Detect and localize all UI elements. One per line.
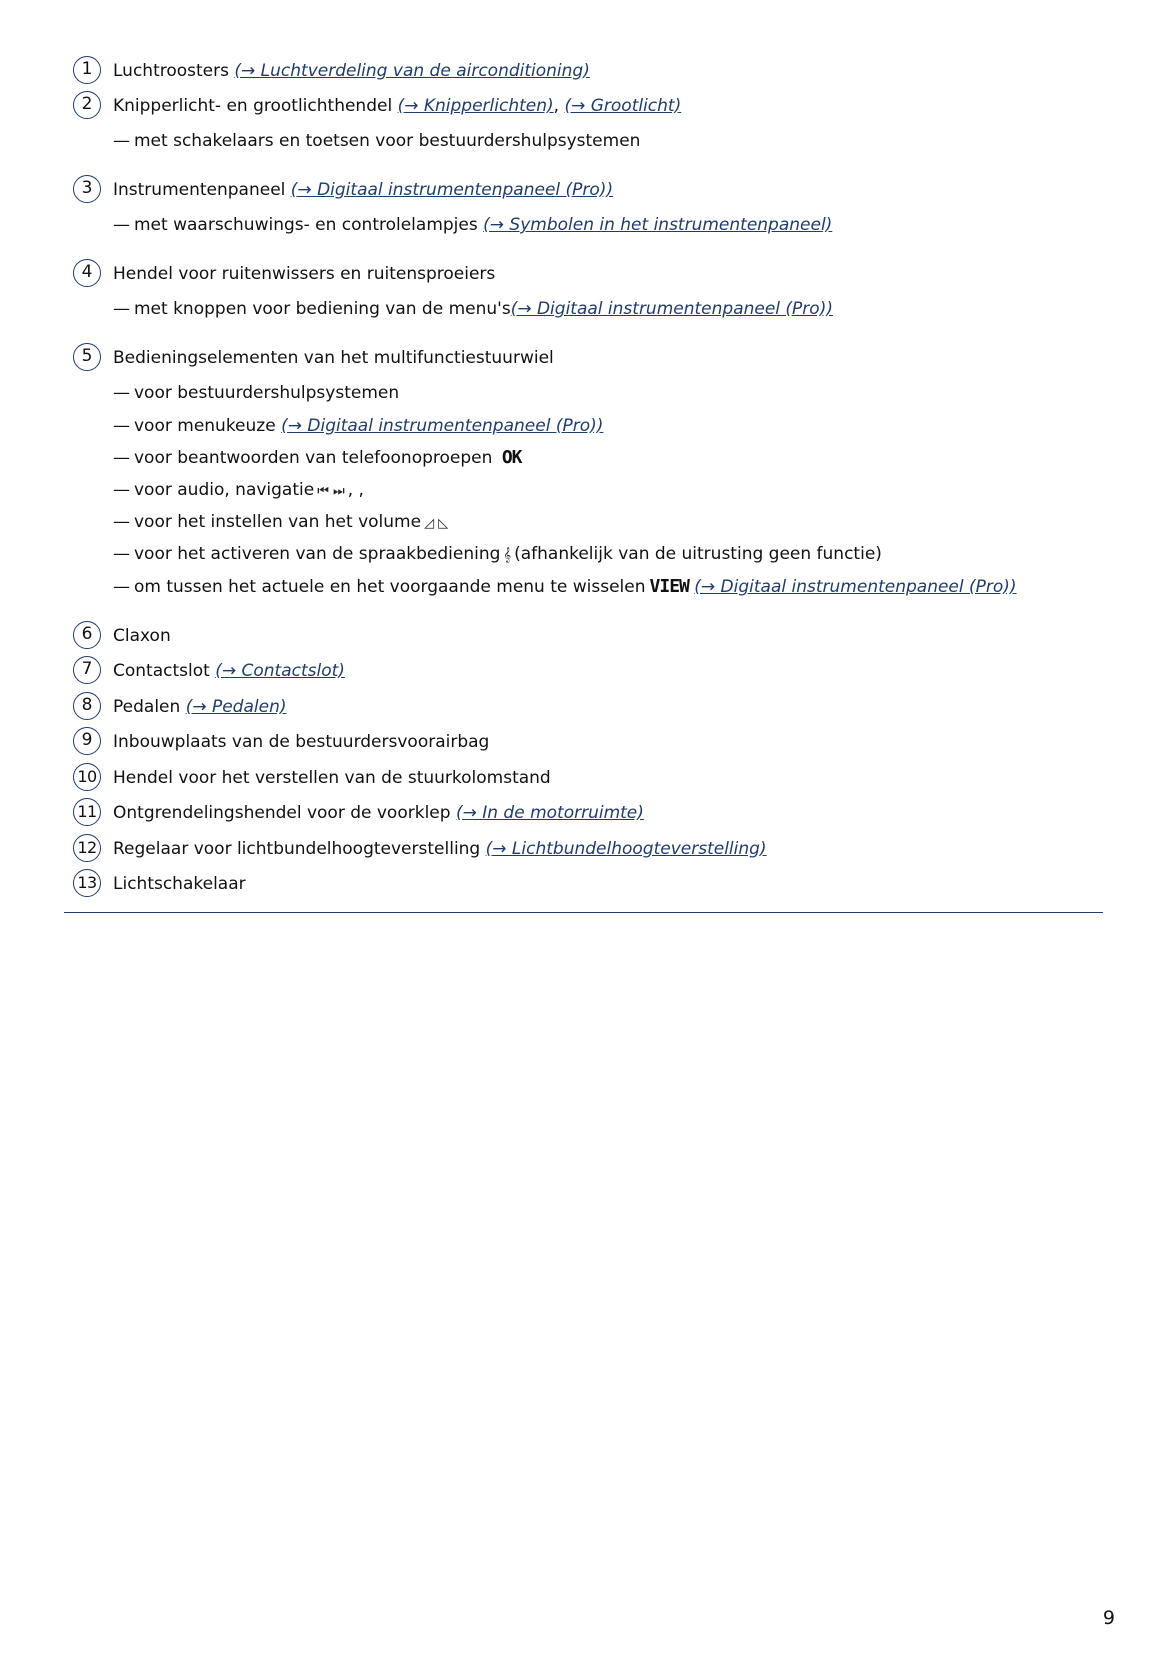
- list-item-3: [81, 175, 614, 205]
- sub-item: [113, 378, 399, 408]
- sub-item: [113, 443, 522, 473]
- item-text: Claxon: [113, 626, 171, 646]
- item-text: Regelaar voor lichtbundelhoogteverstelling: [113, 839, 481, 859]
- cross-reference-link[interactable]: (→ Knipperlichten): [397, 96, 554, 116]
- sub-item: [113, 126, 640, 156]
- sub-item-text: voor bestuurdershulpsystemen: [134, 383, 400, 403]
- sub-item-text: om tussen het actuele en het voorgaande menu te wisselen: [134, 577, 646, 597]
- sub-item-text: met knoppen voor bediening van de menu's: [134, 299, 511, 319]
- cross-reference-link[interactable]: (→ Digitaal instrumentenpaneel (Pro)): [281, 416, 604, 436]
- cross-reference-link[interactable]: (→ Grootlicht): [564, 96, 682, 116]
- voice-control-icon: 𝄞: [503, 548, 512, 563]
- item-text: Hendel voor het verstellen van de stuurkolomstand: [113, 768, 551, 788]
- list-item-5: [81, 343, 554, 373]
- list-item-12: [77, 834, 767, 864]
- list-item-11: [77, 798, 644, 828]
- sub-item-text: voor audio, navigatie: [134, 480, 315, 500]
- item-text: Pedalen: [113, 697, 181, 717]
- separator: ,: [553, 96, 560, 116]
- item-number-badge: 12: [73, 834, 101, 862]
- dash: —: [113, 448, 130, 468]
- item-text: Knipperlicht- en grootlichthendel: [113, 96, 393, 116]
- dash: —: [113, 383, 130, 403]
- sub-item: [113, 572, 1017, 602]
- cross-reference-link[interactable]: (→ In de motorruimte): [455, 803, 644, 823]
- sub-item: [113, 411, 603, 441]
- list-item-8: [81, 692, 287, 722]
- item-text: Contactslot: [113, 661, 210, 681]
- cross-reference-link[interactable]: (→ Luchtverdeling van de airconditioning): [234, 61, 590, 81]
- list-item-13: [77, 869, 246, 899]
- item-number-badge: 5: [73, 343, 101, 371]
- item-text: Bedieningselementen van het multifunctiestuurwiel: [113, 348, 554, 368]
- list-item-6: [81, 621, 171, 651]
- item-text: Inbouwplaats van de bestuurdersvoorairbag: [113, 732, 490, 752]
- sub-item: [113, 539, 882, 569]
- dash: —: [113, 215, 130, 235]
- volume-icon: ◿ ◺: [424, 516, 449, 531]
- sub-item-text: voor het instellen van het volume: [134, 512, 422, 532]
- item-number-badge: 13: [73, 869, 101, 897]
- sub-item-text: met waarschuwings- en controlelampjes: [134, 215, 478, 235]
- item-number-badge: 7: [73, 656, 101, 684]
- sub-item: [113, 294, 833, 324]
- cross-reference-link[interactable]: (→ Digitaal instrumentenpaneel (Pro)): [694, 577, 1017, 597]
- sub-item: [113, 210, 832, 240]
- sub-item-text: voor beantwoorden van telefoonoproepen: [134, 448, 493, 468]
- list-item-7: [81, 656, 345, 686]
- skip-track-icon: ⏮ ⏭: [317, 484, 345, 499]
- dash: —: [113, 299, 130, 319]
- item-number-badge: 10: [73, 763, 101, 791]
- dash: —: [113, 480, 130, 500]
- list-item-1: [81, 56, 590, 86]
- item-text: Instrumentenpaneel: [113, 180, 286, 200]
- item-text: Ontgrendelingshendel voor de voorklep: [113, 803, 451, 823]
- sub-item-text: voor het activeren van de spraakbediening: [134, 544, 501, 564]
- sub-item-tail: (afhankelijk van de uitrusting geen functie): [514, 544, 882, 564]
- item-number-badge: 2: [73, 91, 101, 119]
- sub-item-text: voor menukeuze: [134, 416, 276, 436]
- section-divider: [64, 912, 1103, 913]
- dash: —: [113, 131, 130, 151]
- item-number-badge: 6: [73, 621, 101, 649]
- ok-button-icon: OK: [501, 447, 522, 468]
- cross-reference-link[interactable]: (→ Digitaal instrumentenpaneel (Pro)): [290, 180, 614, 200]
- item-number-badge: 4: [73, 259, 101, 287]
- sub-item-text: met schakelaars en toetsen voor bestuurdershulpsystemen: [134, 131, 641, 151]
- dash: —: [113, 416, 130, 436]
- cross-reference-link[interactable]: (→ Contactslot): [215, 661, 345, 681]
- item-text: Hendel voor ruitenwissers en ruitensproeiers: [113, 264, 496, 284]
- dash: —: [113, 512, 130, 532]
- sub-item-tail: , ,: [347, 480, 364, 500]
- sub-item: [113, 475, 364, 505]
- cross-reference-link[interactable]: (→ Lichtbundelhoogteverstelling): [485, 839, 767, 859]
- dash: —: [113, 577, 130, 597]
- cross-reference-link[interactable]: (→ Pedalen): [185, 697, 287, 717]
- item-text: Lichtschakelaar: [113, 874, 246, 894]
- item-number-badge: 3: [73, 175, 101, 203]
- list-item-2: [81, 91, 682, 121]
- list-item-10: [77, 763, 551, 793]
- item-number-badge: 8: [73, 692, 101, 720]
- item-number-badge: 1: [73, 56, 101, 84]
- cross-reference-link[interactable]: (→ Digitaal instrumentenpaneel (Pro)): [510, 299, 833, 319]
- item-number-badge: 11: [73, 798, 101, 826]
- item-number-badge: 9: [73, 727, 101, 755]
- view-button-icon: VIEW: [649, 576, 689, 597]
- list-item-4: [81, 259, 496, 289]
- list-item-9: [81, 727, 490, 757]
- dash: —: [113, 544, 130, 564]
- sub-item: [113, 507, 451, 537]
- page-number: 9: [1102, 1607, 1115, 1629]
- item-text: Luchtroosters: [113, 61, 229, 81]
- cross-reference-link[interactable]: (→ Symbolen in het instrumentenpaneel): [483, 215, 833, 235]
